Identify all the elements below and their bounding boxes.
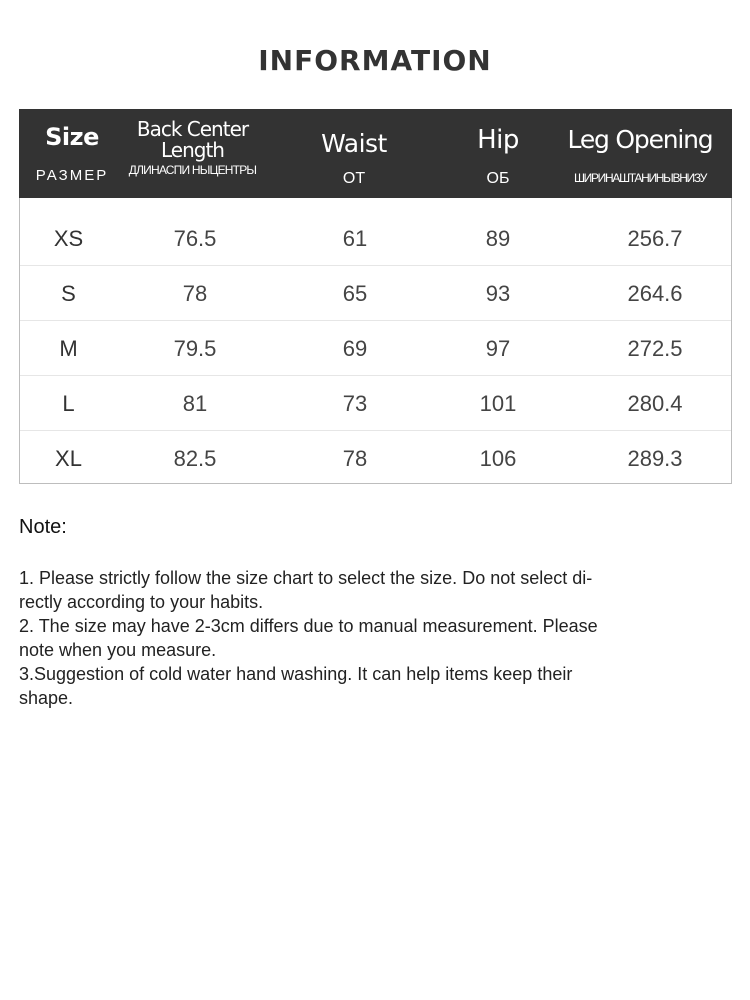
header-size-sublabel: РАЗМЕР: [35, 167, 109, 184]
cell-back-center-length: 76.5: [173, 226, 217, 251]
cell-size: XL: [55, 446, 82, 471]
header-waist: [260, 109, 448, 198]
size-chart-table: [19, 109, 732, 484]
cell-waist: 73: [342, 391, 368, 416]
cell-leg-opening: 256.7: [627, 226, 683, 251]
table-row: [20, 211, 731, 266]
cell-back-center-length: 78: [182, 281, 208, 306]
cell-back-center-length: 81: [182, 391, 208, 416]
cell-waist: 78: [342, 446, 368, 471]
cell-hip: 101: [479, 391, 517, 416]
table-row: [20, 431, 731, 486]
cell-leg-opening: 272.5: [627, 336, 683, 361]
cell-size: L: [62, 391, 75, 416]
header-hip: [448, 109, 548, 198]
table-body: [20, 211, 731, 486]
header-back-center-length: [125, 109, 260, 198]
header-back-center-length-label: Back Center Length: [136, 117, 249, 162]
table-row: [20, 376, 731, 431]
cell-hip: 97: [485, 336, 511, 361]
cell-leg-opening: 264.6: [627, 281, 683, 306]
cell-hip: 106: [479, 446, 517, 471]
cell-size: XS: [53, 226, 84, 251]
cell-size: M: [59, 336, 78, 361]
page-title: INFORMATION: [258, 44, 492, 77]
cell-hip: 93: [485, 281, 511, 306]
cell-leg-opening: 280.4: [627, 391, 683, 416]
note-line: shape.: [19, 688, 74, 708]
note-body: [19, 566, 719, 710]
cell-size: S: [61, 281, 76, 306]
table-row: [20, 266, 731, 321]
note-line: 1. Please strictly follow the size chart to select the size. Do not select di-: [19, 568, 593, 588]
header-size-label: Size: [45, 123, 99, 151]
note-line: note when you measure.: [19, 640, 217, 660]
header-leg-opening-label: Leg Opening: [567, 125, 713, 154]
header-hip-label: Hip: [477, 125, 519, 155]
header-size: [19, 109, 125, 198]
note-heading: Note:: [19, 516, 67, 538]
table-header: [19, 109, 732, 198]
header-waist-sublabel: ОТ: [342, 170, 366, 187]
header-leg-opening-sublabel: ШИРИНАШТАНИНЫВНИЗУ: [573, 171, 707, 185]
cell-waist: 69: [342, 336, 368, 361]
table-row: [20, 321, 731, 376]
cell-leg-opening: 289.3: [627, 446, 683, 471]
cell-back-center-length: 79.5: [173, 336, 217, 361]
cell-back-center-length: 82.5: [173, 446, 217, 471]
note-line: 3.Suggestion of cold water hand washing. It can help items keep their: [19, 664, 573, 684]
note-line: rectly according to your habits.: [19, 592, 264, 612]
header-leg-opening: [548, 109, 732, 198]
cell-waist: 65: [342, 281, 368, 306]
cell-waist: 61: [342, 226, 368, 251]
header-back-center-length-sublabel: ДЛИНАСПИ НЫЦЕНТРЫ: [128, 163, 257, 177]
note-line: 2. The size may have 2-3cm differs due to manual measurement. Please: [19, 616, 598, 636]
cell-hip: 89: [485, 226, 511, 251]
header-waist-label: Waist: [321, 129, 387, 158]
header-hip-sublabel: ОБ: [486, 170, 510, 187]
